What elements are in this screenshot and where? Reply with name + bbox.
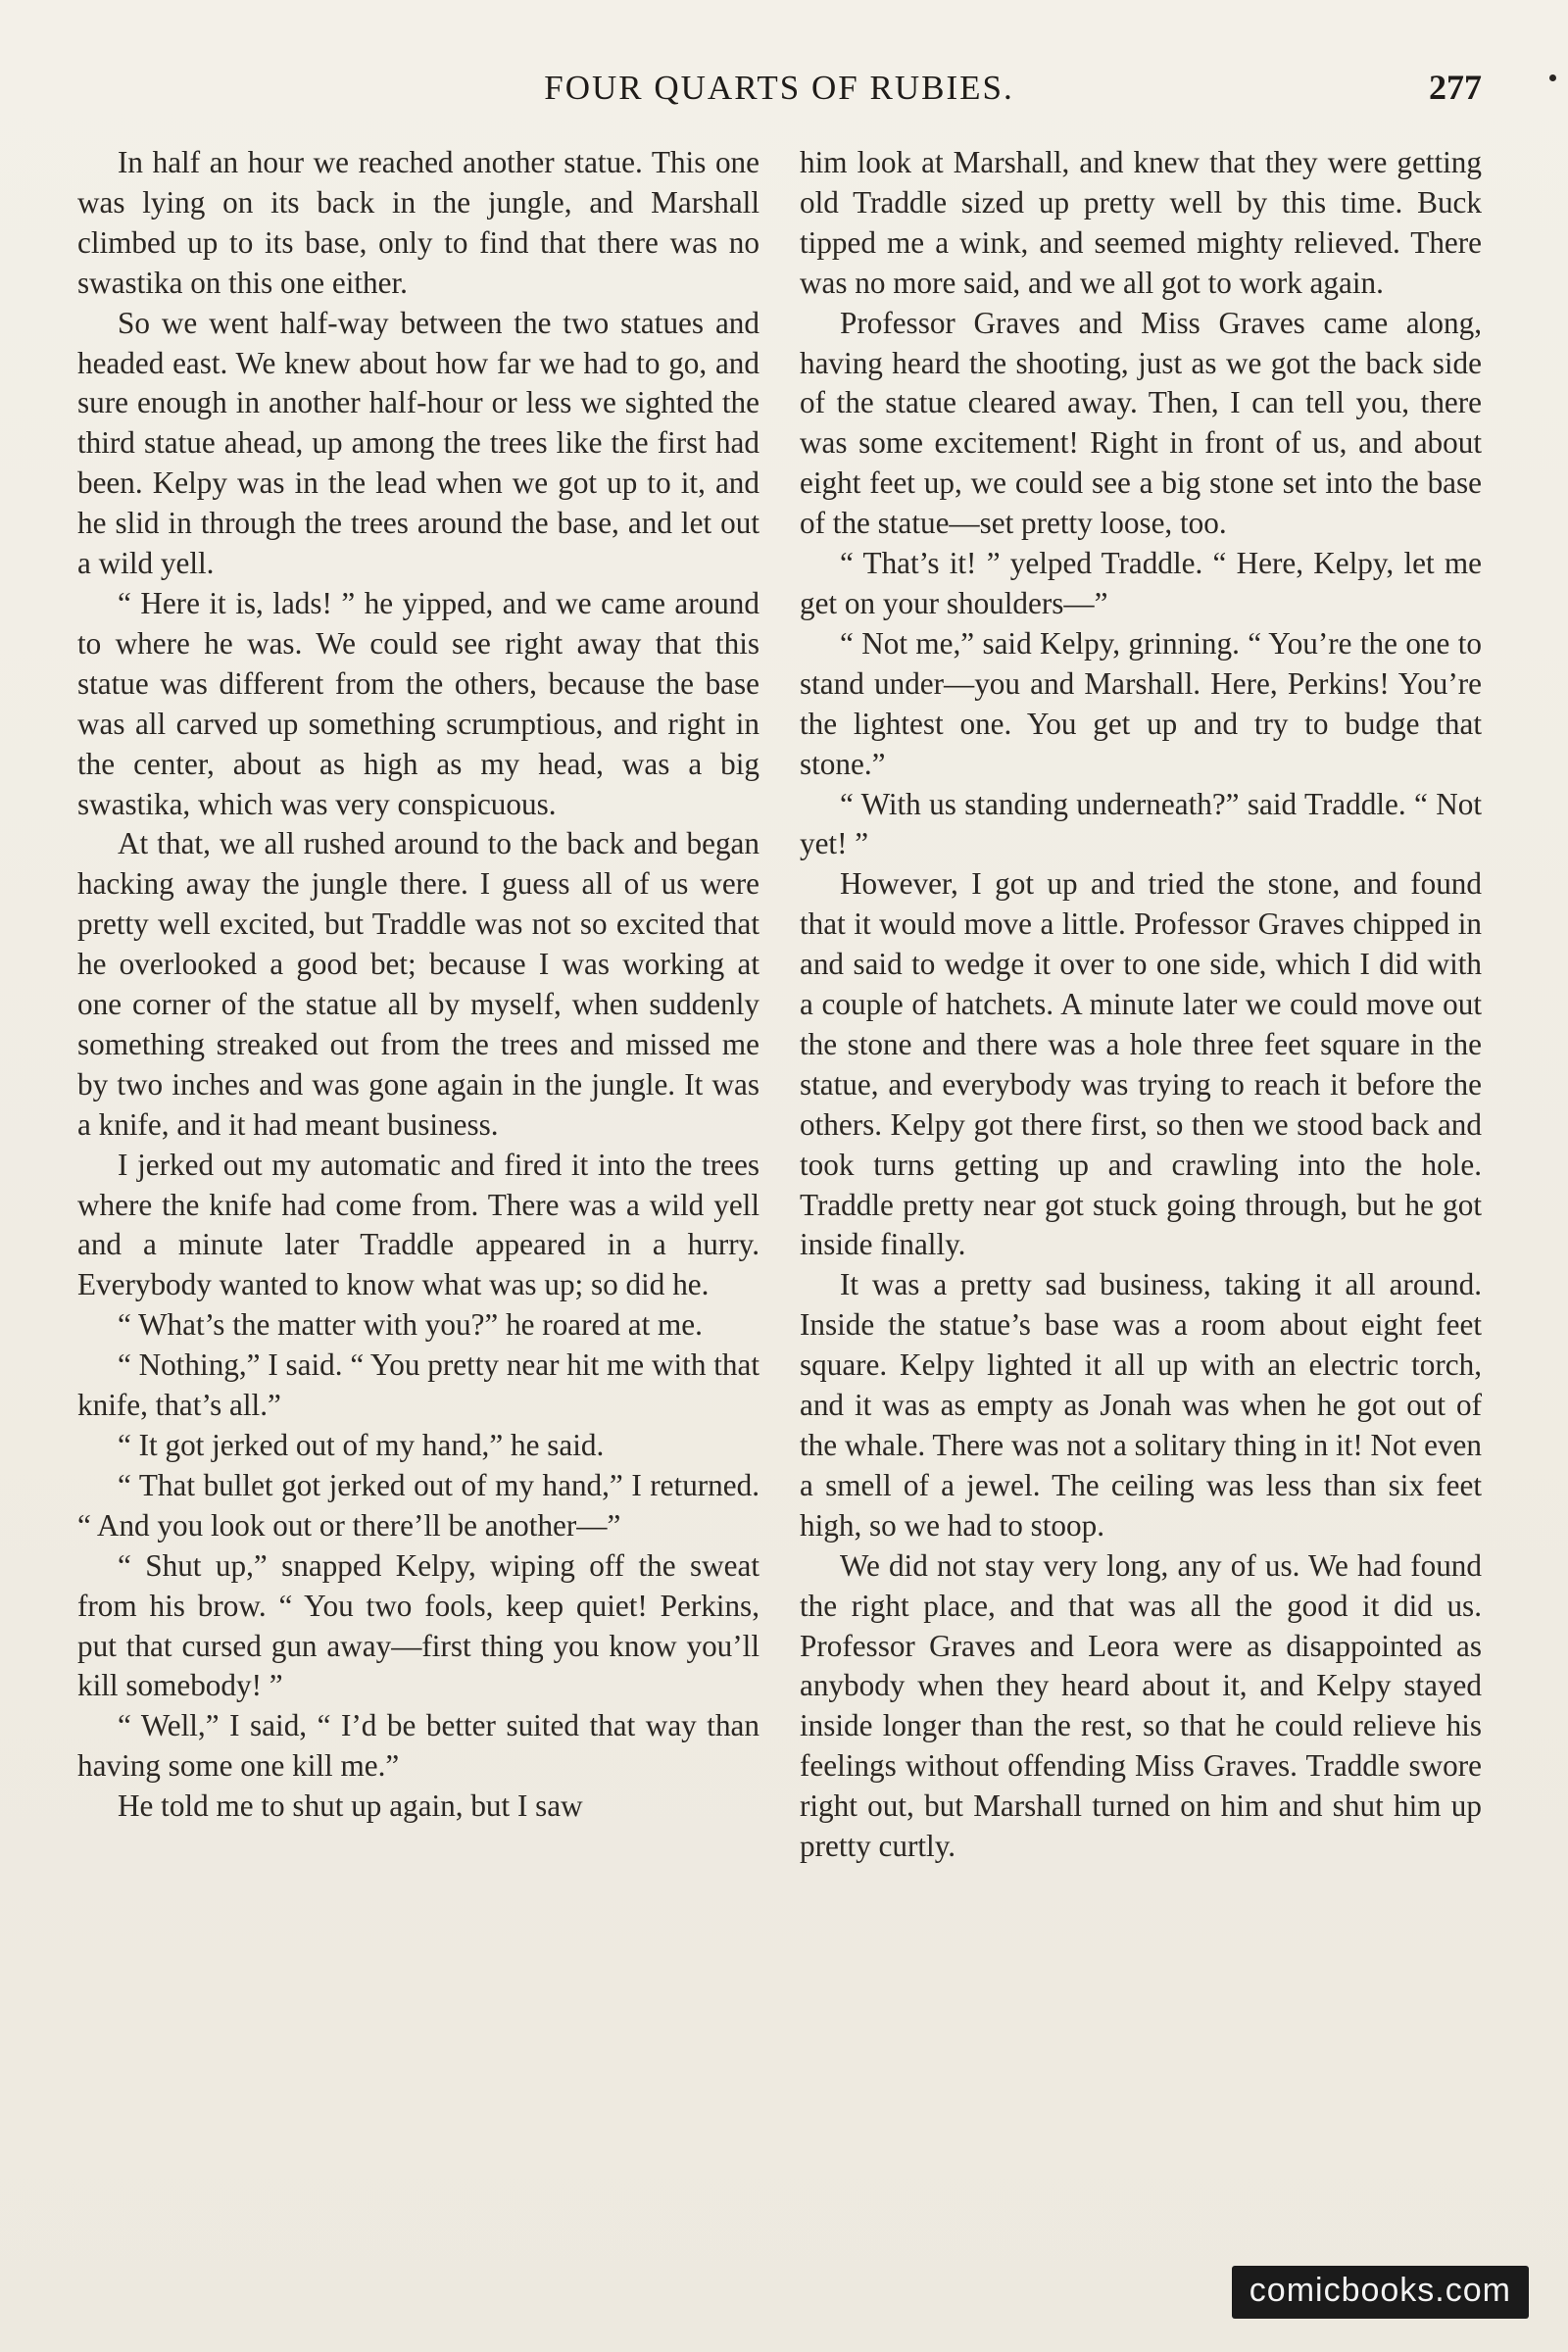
paragraph: “ Shut up,” snapped Kelpy, wiping off the sweat from his brow. “ You two fools, keep quiet! Perkins, put that cursed gun away—first thing you know you’ll kill somebody! ”: [77, 1547, 760, 1703]
paragraph: “ That bullet got jerked out of my hand,” I returned. “ And you look out or there’ll be another—”: [77, 1467, 760, 1543]
paragraph: “ It got jerked out of my hand,” he said.: [118, 1428, 605, 1462]
page-header: [76, 69, 1482, 120]
page-number: 277: [1429, 68, 1482, 107]
paragraph: “ Not me,” said Kelpy, grinning. “ You’re the one to stand under—you and Marshall. Here, Perkins! You’re the lightest one. You get up and try to budge that stone.”: [800, 625, 1482, 781]
running-title: FOUR QUARTS OF RUBIES.: [544, 69, 1014, 107]
paragraph: However, I got up and tried the stone, and found that it would move a little. Professor Graves chipped in and said to wedge it over to one side, which I did with a couple of hatchets. A minute later we could move out the stone and there was a hole three feet square in the statue, and everybody was trying to reach it before the others. Kelpy got there first, so then we stood back and took turns getting up and crawling into the hole. Traddle pretty near got stuck going through, but he got inside finally.: [800, 866, 1482, 1262]
paragraph: So we went half-way between the two statues and headed east. We knew about how far we had to go, and sure enough in another half-hour or less we sighted the third statue ahead, up among the trees like the first had been. Kelpy was in the lead when we got up to it, and he slid in through the trees around the base, and let out a wild yell.: [77, 305, 760, 581]
right-column: [800, 143, 1482, 1867]
paragraph: “ Here it is, lads! ” he yipped, and we came around to where he was. We could see right away that this statue was different from the others, because the base was all carved up something scrumptious, and right in the center, about as high as my head, was a big swastika, which was very conspicuous.: [77, 585, 760, 821]
paragraph: “ With us standing underneath?” said Traddle. “ Not yet! ”: [800, 786, 1482, 861]
paragraph: “ What’s the matter with you?” he roared at me.: [118, 1307, 703, 1343]
paragraph: “ Well,” I said, “ I’d be better suited that way than having some one kill me.”: [77, 1708, 760, 1784]
paragraph: At that, we all rushed around to the back and began hacking away the jungle there. I guess all of us were pretty well excited, but Traddle was not so excited that he overlooked a good bet; because I was working at one corner of the statue all by myself, when suddenly something streaked out from the trees and missed me by two inches and was gone again in the jungle. It was a knife, and it had meant business.: [77, 826, 760, 1142]
paragraph: “ That’s it! ” yelped Traddle. “ Here, Kelpy, let me get on your shoulders—”: [800, 546, 1482, 620]
print-speck: [1549, 74, 1556, 81]
paragraph-continued: him look at Marshall, and knew that they were getting old Traddle sized up pretty well by this time. Buck tipped me a wink, and seemed mighty relieved. There was no more said, and we all got to work again.: [800, 145, 1482, 300]
paragraph: I jerked out my automatic and fired it into the trees where the knife had come from. There was a wild yell and a minute later Traddle appeared in a hurry. Everybody wanted to know what was up; so did he.: [77, 1147, 760, 1302]
paragraph: “ Nothing,” I said. “ You pretty near hit me with that knife, that’s all.”: [77, 1348, 760, 1423]
paragraph: He told me to shut up again, but I saw: [118, 1788, 583, 1824]
left-column: [77, 143, 760, 1827]
paragraph: In half an hour we reached another statue. This one was lying on its back in the jungle, and Marshall climbed up to its base, only to find that there was no swastika on this one either.: [77, 145, 760, 300]
watermark-logo: comicbooks.com: [1232, 2266, 1529, 2319]
paragraph: It was a pretty sad business, taking it all around. Inside the statue’s base was a room about eight feet square. Kelpy lighted it all up with an electric torch, and it was as empty as Jonah was when he got out of the whale. There was not a solitary thing in it! Not even a smell of a jewel. The ceiling was less than six feet high, so we had to stoop.: [800, 1267, 1482, 1543]
paragraph: Professor Graves and Miss Graves came along, having heard the shooting, just as we got the back side of the statue cleared away. Then, I can tell you, there was some excitement! Right in front of us, and about eight feet up, we could see a big stone set into the base of the statue—set pretty loose, too.: [800, 305, 1482, 541]
paragraph: We did not stay very long, any of us. We had found the right place, and that was all the good it did us. Professor Graves and Leora were as disappointed as anybody when they heard about it, and Kelpy stayed inside longer than the rest, so that he could relieve his feelings without offending Miss Graves. Traddle swore right out, but Marshall turned on him and shut him up pretty curtly.: [800, 1547, 1482, 1864]
